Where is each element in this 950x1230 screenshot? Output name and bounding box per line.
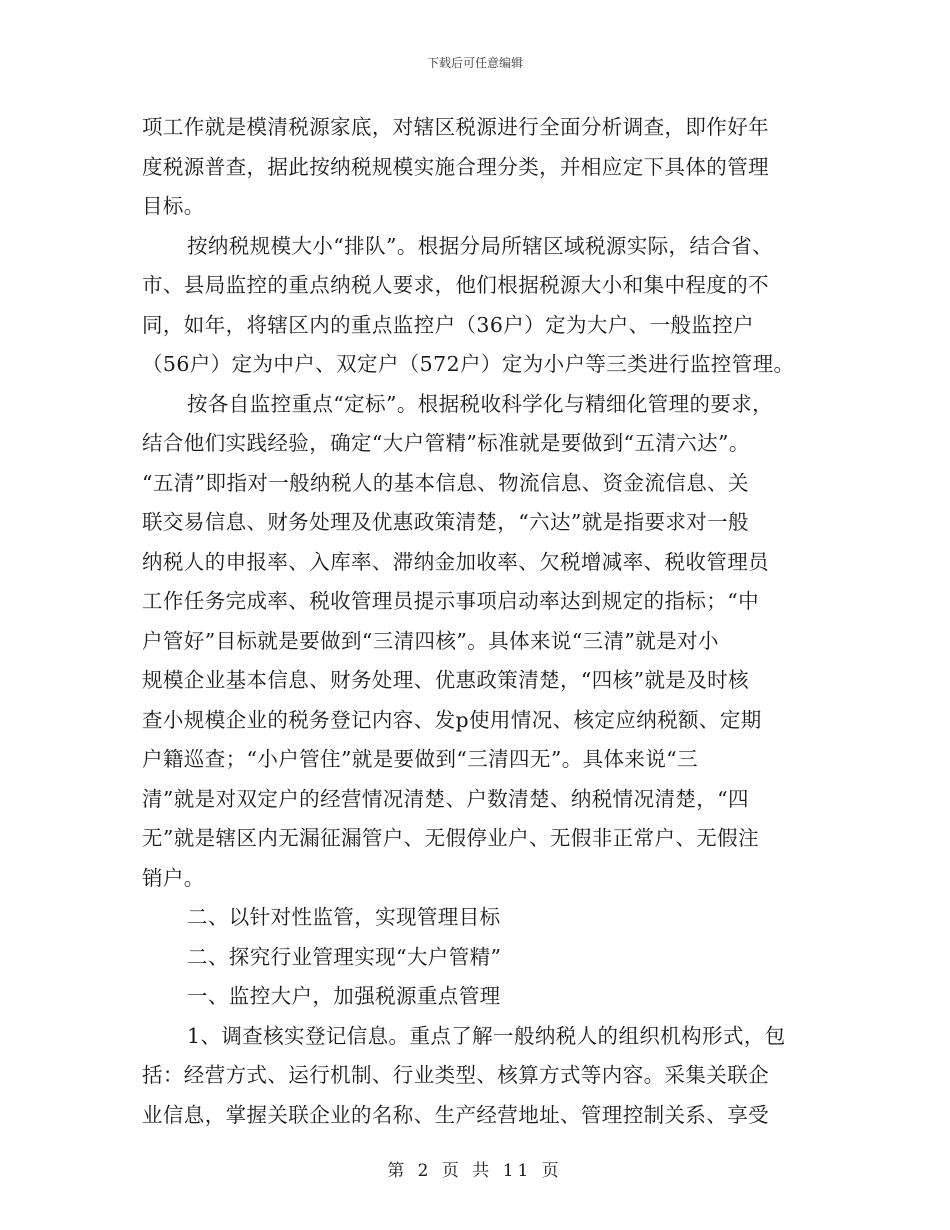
text-line: 业信息，掌握关联企业的名称、生产经营地址、管理控制关系、享受 [142,1102,769,1127]
text-line: 目标。 [142,194,205,218]
text-line: 同，如年，将辖区内的重点监控户（36户）定为大户、一般监控户 [142,312,755,337]
text-line: 联交易信息、财务处理及优惠政策清楚，“六达”就是指要求对一般 [142,510,749,534]
text-line: 户管好”目标就是要做到“三清四核”。具体来说“三清”就是对小 [142,628,719,653]
text-line: 规模企业基本信息、财务处理、优惠政策清楚，“四核”就是及时核 [142,668,749,692]
text-line: 清”就是对双定户的经营情况清楚、户数清楚、纳税情况清楚，“四 [142,786,749,811]
page-header: 下载后可任意编辑 [426,56,523,70]
text-line: 括：经营方式、运行机制、行业类型、核算方式等内容。采集关联企 [142,1063,769,1087]
text-line: 二、探究行业管理实现“大户管精” [187,944,502,969]
text-line: 查小规模企业的税务登记内容、发p使用情况、核定应纳税额、定期 [142,707,762,732]
document-body [142,108,808,1135]
text-line: 工作任务完成率、税收管理员提示事项启动率达到规定的指标；“中 [142,589,759,613]
text-line: 无”就是辖区内无漏征漏管户、无假停业户、无假非正常户、无假注 [142,826,759,850]
text-line: 纳税人的申报率、入库率、滞纳金加收率、欠税增减率、税收管理员 [142,549,769,574]
text-line: 销户。 [142,865,205,890]
text-line: 1、调查核实登记信息。重点了解一般纳税人的组织机构形式，包 [187,1023,786,1048]
text-line: 二、以针对性监管，实现管理目标 [187,905,501,929]
page-number-footer: 第 2 页 共 11 页 [387,1161,563,1181]
text-line: 按纳税规模大小“排队”。根据分局所辖区域税源实际，结合省、 [187,233,774,258]
text-line: 结合他们实践经验，确定“大户管精”标准就是要做到“五清六达”。 [142,431,750,455]
text-line: “五清”即指对一般纳税人的基本信息、物流信息、资金流信息、关 [142,470,749,495]
text-line: （56户）定为中户、双定户（572户）定为小户等三类进行监控管理。 [142,352,795,376]
text-line: 市、县局监控的重点纳税人要求，他们根据税源大小和集中程度的不 [142,273,769,297]
text-line: 按各自监控重点“定标”。根据税收科学化与精细化管理的要求， [187,391,774,416]
text-line: 一、监控大户，加强税源重点管理 [187,984,501,1008]
text-line: 度税源普查，据此按纳税规模实施合理分类，并相应定下具体的管理 [142,154,769,179]
text-line: 项工作就是模清税源家底，对辖区税源进行全面分析调查，即作好年 [142,115,769,139]
text-line: 户籍巡查；“小户管住”就是要做到“三清四无”。具体来说“三 [142,747,698,771]
